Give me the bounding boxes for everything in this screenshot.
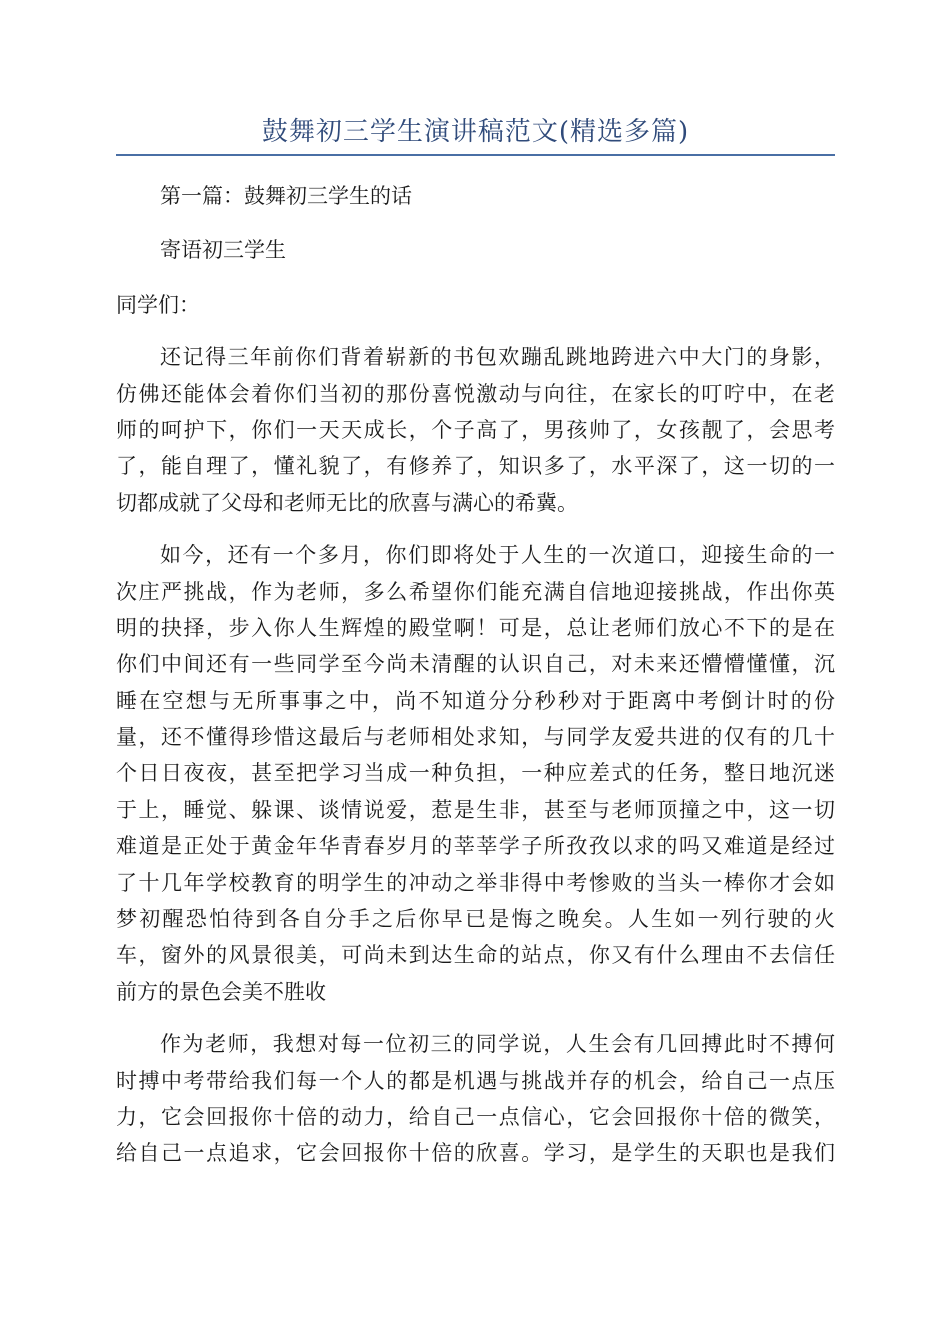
paragraph-line: 个日日夜夜，甚至把学习当成一种负担，一种应差式的任务，整日地沉迷: [116, 761, 835, 786]
salutation: 同学们：: [116, 292, 200, 317]
paragraph-line: 明的抉择，步入你人生辉煌的殿堂啊！可是，总让老师们放心不下的是在: [116, 615, 835, 640]
paragraph-line: 力，它会回报你十倍的动力，给自己一点信心，它会回报你十倍的微笑，: [116, 1104, 835, 1129]
paragraph-line: 切都成就了父母和老师无比的欣喜与满心的希冀。: [116, 490, 578, 515]
paragraph-line: 难道是正处于黄金年华青春岁月的莘莘学子所孜孜以求的吗又难道是经过: [116, 834, 835, 859]
paragraph-line: 睡在空想与无所事事之中，尚不知道分分秒秒对于距离中考倒计时的份: [116, 688, 835, 713]
paragraph-line: 量，还不懂得珍惜这最后与老师相处求知，与同学友爱共进的仅有的几十: [116, 725, 835, 750]
paragraph-line: 作为老师，我想对每一位初三的同学说，人生会有几回搏此时不搏何: [160, 1032, 835, 1057]
section-heading: 第一篇：鼓舞初三学生的话: [160, 184, 412, 208]
paragraph-line: 师的呵护下，你们一天天成长，个子高了，男孩帅了，女孩靓了，会思考: [116, 417, 835, 442]
paragraph-line: 仿佛还能体会着你们当初的那份喜悦激动与向往，在家长的叮咛中，在老: [116, 381, 835, 406]
paragraph-line: 如今，还有一个多月，你们即将处于人生的一次道口，迎接生命的一: [160, 543, 835, 568]
paragraph-line: 梦初醒恐怕待到各自分手之后你早已是悔之晚矣。人生如一列行驶的火: [116, 907, 835, 932]
document-body: [116, 172, 835, 1188]
paragraph: [116, 339, 835, 521]
paragraph-line: 了，能自理了，懂礼貌了，有修养了，知识多了，水平深了，这一切的一: [116, 454, 835, 479]
paragraph-line: 次庄严挑战，作为老师，多么希望你们能充满自信地迎接挑战，作出你英: [116, 579, 835, 604]
paragraph: [116, 537, 835, 1010]
paragraph-line: 给自己一点追求，它会回报你十倍的欣喜。学习，是学生的天职也是我们: [116, 1141, 835, 1166]
paragraph-line: 了十几年学校教育的明学生的冲动之举非得中考惨败的当头一棒你才会如: [116, 870, 835, 895]
paragraph-line: 还记得三年前你们背着崭新的书包欢蹦乱跳地跨进六中大门的身影，: [160, 345, 835, 370]
paragraph-line: 前方的景色会美不胜收: [116, 979, 326, 1004]
paragraph: [116, 1026, 835, 1172]
section-subheading: 寄语初三学生: [160, 238, 286, 263]
paragraph-line: 时搏中考带给我们每一个人的都是机遇与挑战并存的机会，给自己一点压: [116, 1068, 835, 1093]
title-underline: [116, 154, 835, 156]
paragraph-line: 你们中间还有一些同学至今尚未清醒的认识自己，对未来还懵懵懂懂，沉: [116, 652, 835, 677]
paragraph-line: 车，窗外的风景很美，可尚未到达生命的站点，你又有什么理由不去信任: [116, 943, 835, 968]
paragraph-line: 于上，睡觉、躲课、谈情说爱，惹是生非，甚至与老师顶撞之中，这一切: [116, 797, 835, 822]
document-title: 鼓舞初三学生演讲稿范文(精选多篇): [261, 117, 690, 147]
